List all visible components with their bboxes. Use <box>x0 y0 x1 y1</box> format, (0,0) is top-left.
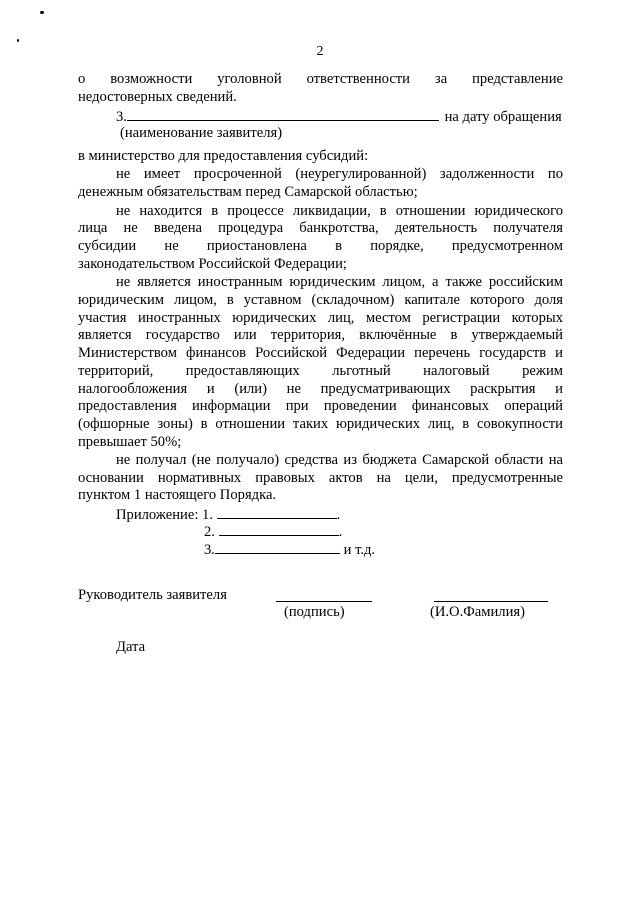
text-line: (офшорные зоны) в отношении таких юридических лиц, в совокупности <box>78 416 563 432</box>
page-number: 2 <box>316 44 324 59</box>
name-line <box>434 601 548 602</box>
attachment-blank-1 <box>217 505 337 519</box>
text-line: не является иностранным юридическим лицом, а также российским <box>116 274 563 290</box>
text-line: недостоверных сведений. <box>78 89 237 105</box>
text-line: пунктом 1 настоящего Порядка. <box>78 487 277 503</box>
text-line: превышает 50%; <box>78 434 182 450</box>
applicant-name-blank <box>127 107 439 121</box>
attachment-blank-3 <box>215 540 340 554</box>
text-line: территорий, предоставляющих льготный налоговый режим <box>78 363 563 379</box>
text-line: предоставления информации при проведении финансовых операций <box>78 398 563 414</box>
attachment-dot: . <box>338 524 343 540</box>
item3-number: 3. <box>116 109 127 125</box>
name-caption: (И.О.Фамилия) <box>430 604 525 620</box>
attachment-number-3: 3. <box>204 542 215 558</box>
text-line: субсидии не приостановлена в порядке, предусмотренном <box>78 238 563 254</box>
text-line: не получал (не получало) средства из бюджета Самарской области на <box>116 452 563 468</box>
text-line: основании нормативных правовых актов на цели, предусмотренные <box>78 470 563 486</box>
attachments-label: Приложение: 1. <box>116 507 213 523</box>
text-line: денежным обязательствам перед Самарской областью; <box>78 184 418 200</box>
scan-speck <box>40 11 44 14</box>
signature-line <box>276 601 372 602</box>
head-label: Руководитель заявителя <box>78 587 227 603</box>
text-line: не находится в процессе ликвидации, в отношении юридического <box>116 203 563 219</box>
text-line: участия иностранных юридических лиц, местом регистрации которых <box>78 310 563 326</box>
attachment-line-2 <box>204 522 342 541</box>
text-line: в министерство для предоставления субсидий: <box>78 148 369 164</box>
attachment-number-2: 2. <box>204 524 215 540</box>
text-line: Министерством финансов Российской Федерации перечень государств и <box>78 345 563 361</box>
text-line: не имеет просроченной (неурегулированной) задолженности по <box>116 166 563 182</box>
date-label: Дата <box>116 639 146 655</box>
scan-speck <box>17 39 19 42</box>
attachment-etc: и т.д. <box>343 542 376 558</box>
text-line: о возможности уголовной ответственности за представление <box>78 71 563 87</box>
item3-line <box>116 107 562 126</box>
text-line: лица не введена процедура банкротства, деятельность получателя <box>78 220 563 236</box>
attachment-line-3 <box>204 540 375 559</box>
text-line: является государство или территория, включённые в утверждаемый <box>78 327 563 343</box>
applicant-caption: (наименование заявителя) <box>120 125 283 141</box>
item3-suffix: на дату обращения <box>444 109 562 125</box>
text-line: юридическим лицом, в уставном (складочном) капитале которого доля <box>78 292 563 308</box>
text-line: законодательством Российской Федерации; <box>78 256 347 272</box>
attachment-blank-2 <box>219 522 339 536</box>
text-line: налогообложения и (или) не предусматривающих раскрытия и <box>78 381 563 397</box>
signature-caption: (подпись) <box>284 604 345 620</box>
attachment-dot: . <box>336 507 341 523</box>
